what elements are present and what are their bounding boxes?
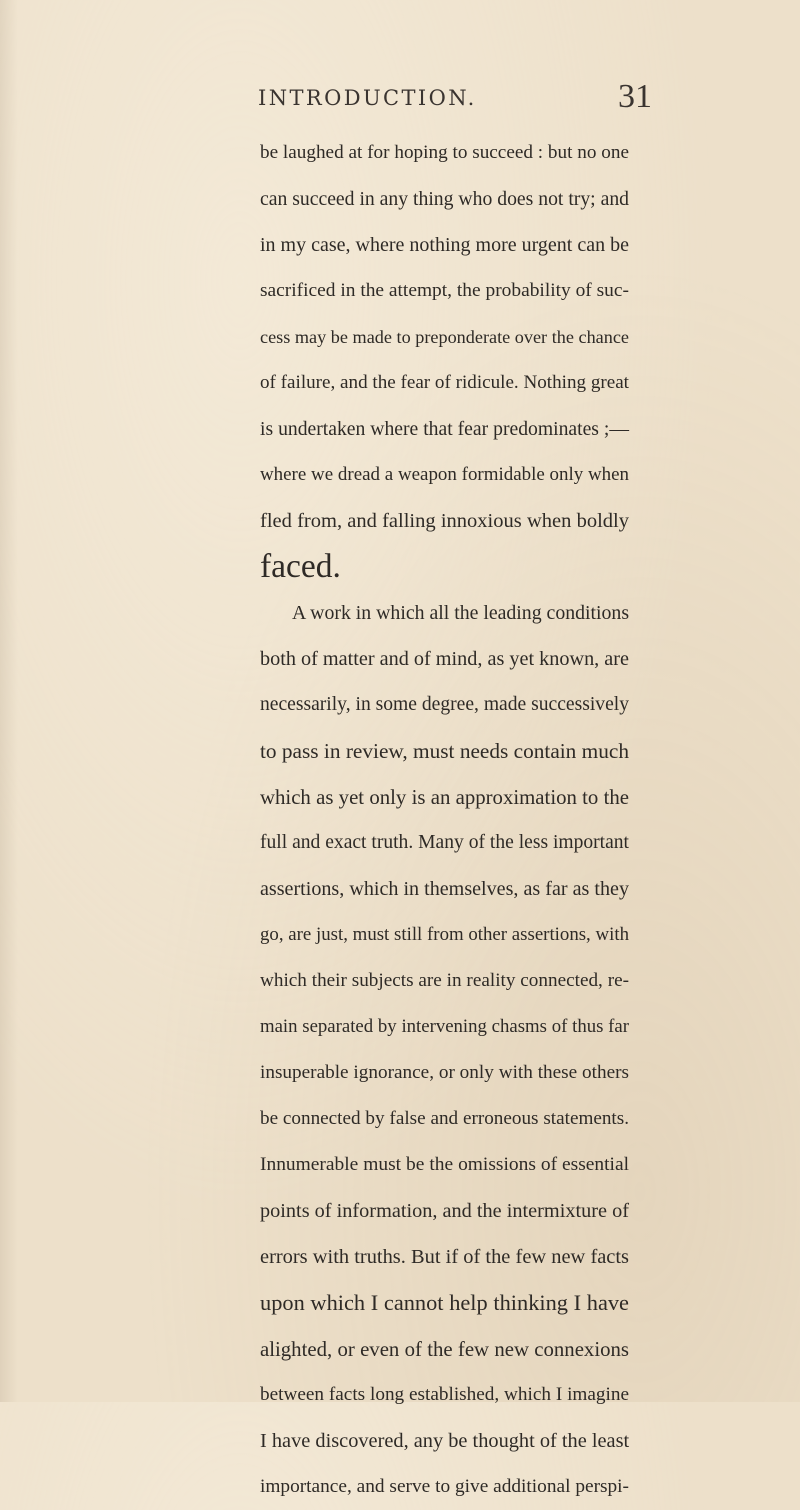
text-line: alighted, or even of the few new connexions [260, 1337, 629, 1361]
text-line: upon which I cannot help thinking I have [260, 1290, 629, 1315]
text-line: importance, and serve to give additional perspi- [260, 1476, 629, 1497]
running-head [0, 76, 800, 116]
page-gutter-shadow [0, 0, 18, 1402]
text-line: necessarily, in some degree, made successively [260, 694, 629, 715]
text-line: sacrificed in the attempt, the probability of suc- [260, 280, 629, 301]
text-line: to pass in review, must needs contain much [260, 739, 629, 763]
text-line: full and exact truth. Many of the less important [260, 832, 629, 853]
text-line: between facts long established, which I imagine [260, 1384, 629, 1405]
running-title: INTRODUCTION. [258, 86, 477, 110]
text-line: assertions, which in themselves, as far as they [260, 878, 629, 900]
text-line: which their subjects are in reality connected, re- [260, 970, 629, 991]
text-line: of failure, and the fear of ridicule. Nothing great [260, 372, 629, 393]
page-number: 31 [618, 78, 652, 115]
text-line: main separated by intervening chasms of thus far [260, 1016, 629, 1037]
text-line: which as yet only is an approximation to the [260, 785, 629, 809]
text-line: fled from, and falling innoxious when boldly [260, 510, 629, 532]
text-line: be connected by false and erroneous statements. [260, 1108, 629, 1129]
text-line: I have discovered, any be thought of the least [260, 1430, 630, 1452]
text-line: go, are just, must still from other assertions, with [260, 924, 629, 945]
text-line: in my case, where nothing more urgent can be [260, 234, 629, 256]
text-line: can succeed in any thing who does not try; and [260, 188, 629, 210]
text-line: points of information, and the intermixture of [260, 1200, 629, 1222]
text-line: be laughed at for hoping to succeed : but no one [260, 142, 629, 163]
text-line: insuperable ignorance, or only with these others [260, 1062, 629, 1083]
text-line: faced. [260, 548, 341, 585]
text-line: where we dread a weapon formidable only when [260, 464, 629, 485]
text-line: A work in which all the leading conditions [292, 602, 630, 624]
text-line: cess may be made to preponderate over the chance [260, 327, 629, 347]
text-line: both of matter and of mind, as yet known, are [260, 648, 629, 670]
text-line: Innumerable must be the omissions of essential [260, 1154, 629, 1175]
text-line: is undertaken where that fear predominates ;— [260, 418, 629, 440]
text-line: errors with truths. But if of the few new facts [260, 1246, 629, 1268]
